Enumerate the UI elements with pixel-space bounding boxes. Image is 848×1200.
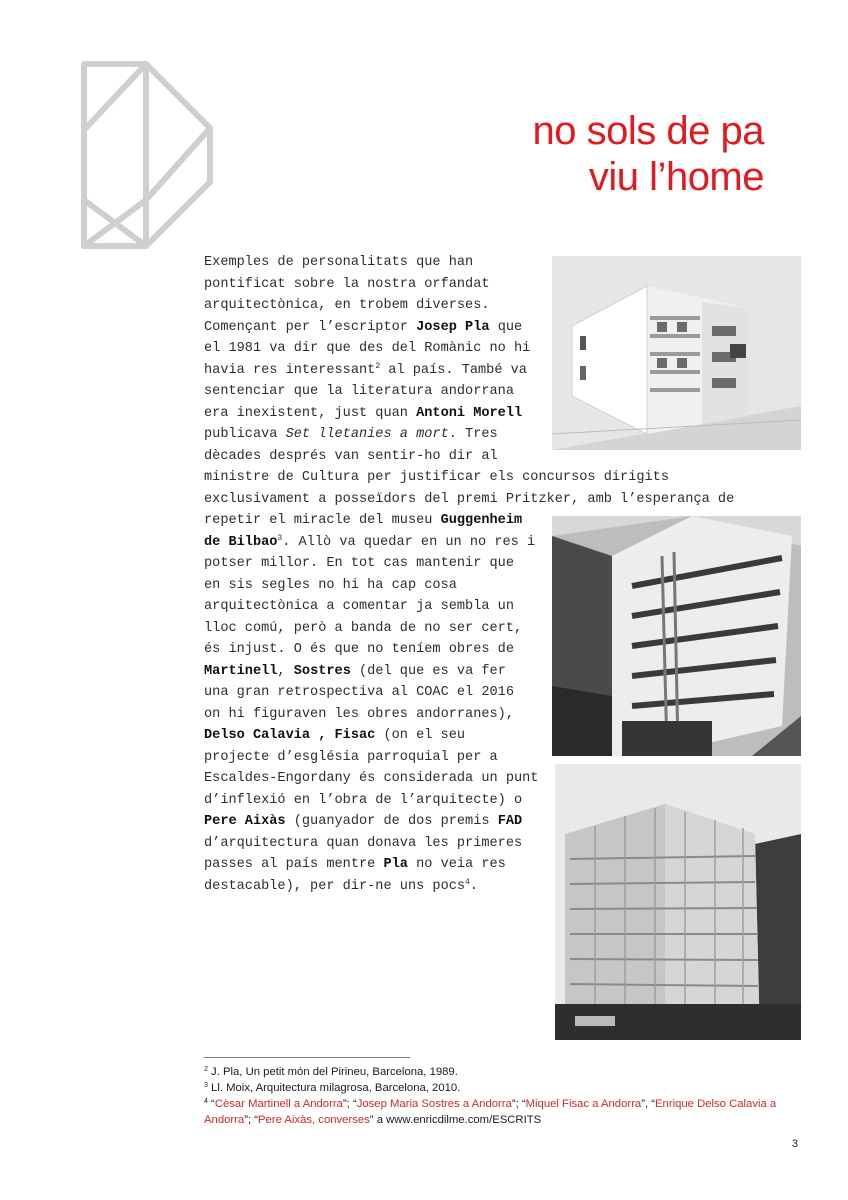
building-photo-3 xyxy=(555,764,801,1040)
award-fad: FAD xyxy=(497,814,523,829)
article-body xyxy=(204,252,769,1040)
footnote-ref[interactable]: 2 xyxy=(375,361,381,371)
body-text-segment: Exemples de personalitats que han pontificat sobre la nostra orfandat arquitectònica, en trobem diverses. Començant per l’escriptor xyxy=(204,255,490,335)
body-text-segment: (on el seu projecte d’església parroquial per a Escaldes-Engordany és considerada un punt d’inflexió en l’obra de l’arquitecte) o xyxy=(204,728,539,808)
footnote-number: 4 xyxy=(204,1098,208,1105)
footnote-text: “ xyxy=(207,1098,215,1110)
footnote-ref[interactable]: 3 xyxy=(277,533,283,543)
name-martinell: Martinell xyxy=(204,663,278,679)
body-text-segment: . xyxy=(469,878,479,894)
body-text-segment: no veia res destacable), per dir-ne uns pocs xyxy=(204,857,506,894)
footnote-3 xyxy=(204,1080,794,1096)
footnote-separator xyxy=(204,1057,410,1058)
footnotes xyxy=(204,1064,794,1128)
link-martinell[interactable]: Cèsar Martinell a Andorra xyxy=(214,1098,343,1110)
link-delso-calavia[interactable]: Enrique Delso Calavia a Andorra xyxy=(204,1098,777,1126)
page-number: 3 xyxy=(791,1138,798,1150)
footnote-2 xyxy=(204,1064,794,1080)
building-photo-2 xyxy=(552,516,801,756)
body-text-segment: d’arquitectura quan donava les primeres passes al país mentre xyxy=(204,835,523,872)
page-title xyxy=(533,108,764,200)
name-guggenheim: Guggenheim de Bilbao xyxy=(204,513,523,550)
footnote-text: J. Pla, Un petit món del Pirineu, Barcelona, 1989. xyxy=(207,1066,458,1078)
book-title: Set lletanies a mort xyxy=(285,427,449,442)
name-sostres: Sostres xyxy=(293,663,351,679)
footnote-text: ”; “ xyxy=(342,1098,357,1110)
link-sostres[interactable]: Josep Maria Sostres a Andorra xyxy=(356,1098,512,1110)
name-josep-pla: Josep Pla xyxy=(416,319,490,335)
footnote-ref[interactable]: 4 xyxy=(465,877,470,887)
name-pla: Pla xyxy=(383,857,408,872)
title-line-2: viu l’home xyxy=(588,155,764,199)
footnote-text: ”; “ xyxy=(511,1098,526,1110)
body-text-segment: . Allò va quedar en un no res i potser millor. En tot cas mantenir que en sis segles no hi ha cap cosa arquitectònica a comentar ja sembla un lloc comú, però a banda de no ser cert, és injust. O és que no teníem obres de xyxy=(204,534,536,657)
name-pere-aixas: Pere Aixàs xyxy=(204,814,286,829)
title-line-1: no sols de pa xyxy=(532,109,764,153)
footnote-text: Ll. Moix, Arquitectura milagrosa, Barcelona, 2010. xyxy=(207,1082,461,1094)
link-pere-aixas[interactable]: Pere Aixàs, converses xyxy=(258,1114,370,1126)
link-fisac[interactable]: Miquel Fisac a Andorra xyxy=(525,1098,642,1110)
footnote-number: 3 xyxy=(204,1082,208,1089)
footnote-number: 2 xyxy=(204,1066,208,1073)
body-text-segment: publicava xyxy=(204,427,286,442)
body-text-segment: al país. També va sentenciar que la literatura andorrana era inexistent, just quan xyxy=(204,362,527,421)
footnote-text: ”; “ xyxy=(244,1114,259,1126)
footnote-text: ” a www.enricdilme.com/ESCRITS xyxy=(369,1114,542,1126)
name-delso-fisac: Delso Calavia , Fisac xyxy=(204,728,376,743)
body-text-segment: (guanyador de dos premis xyxy=(285,814,498,829)
body-text-segment: , xyxy=(277,663,294,679)
body-text-segment: que el 1981 va dir que des del Romànic no hi havia res interessant xyxy=(204,319,531,378)
body-text-segment: . Tres dècades després van sentir-ho dir al ministre de Cultura per justificar els concursos dirigits exclusivament a posseïdors del premi Pritzker, amb l’esperança de repetir el miracle del museu xyxy=(204,427,735,528)
geometric-logo-icon xyxy=(80,60,215,250)
name-antoni-morell: Antoni Morell xyxy=(416,405,523,421)
footnote-text: ”, “ xyxy=(641,1098,655,1110)
footnote-4 xyxy=(204,1096,794,1128)
building-photo-1 xyxy=(552,256,801,450)
body-text-segment: (del que es va fer una gran retrospectiva al COAC el 2016 on hi figuraven les obres andorranes), xyxy=(204,663,514,722)
